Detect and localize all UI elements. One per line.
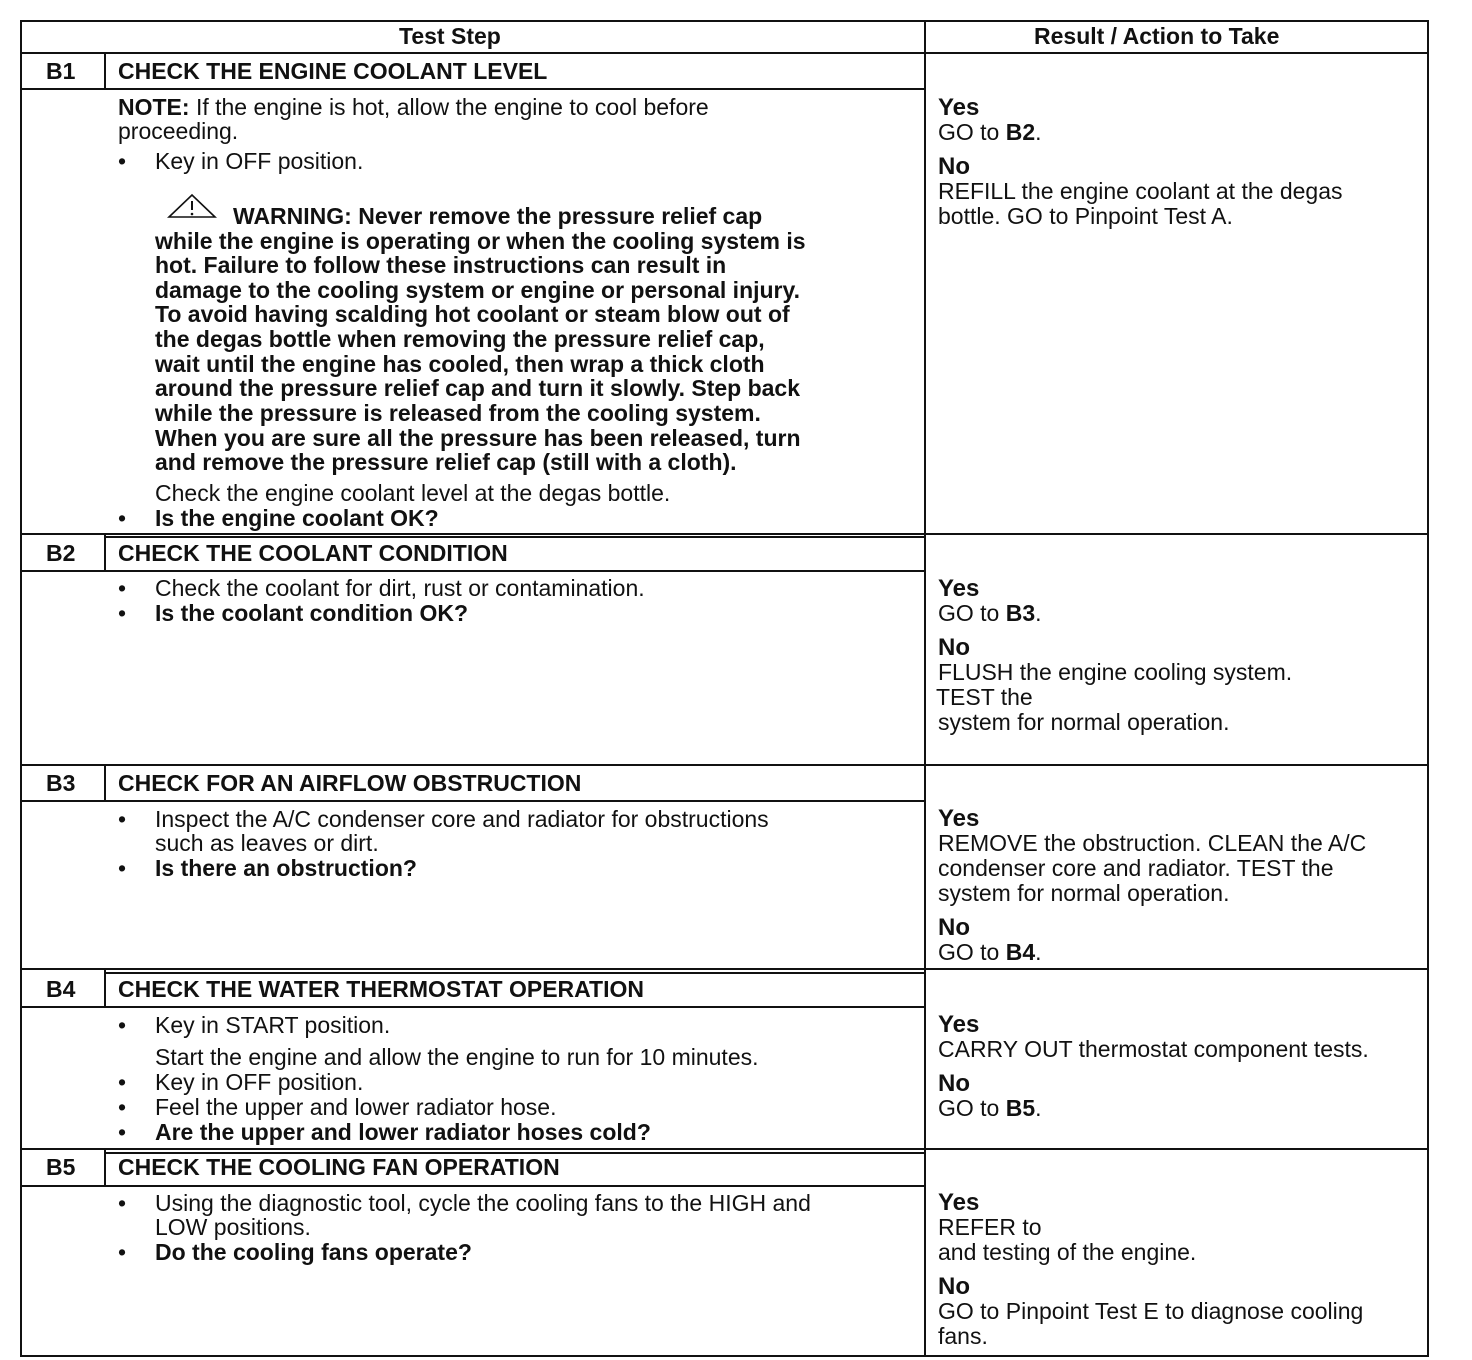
grid-line: [104, 535, 106, 571]
step-text: Check the engine coolant level at the degas bottle.: [155, 480, 671, 506]
no-label: No: [938, 153, 970, 180]
grid-line: [20, 1185, 926, 1187]
bullet: •: [118, 600, 127, 626]
step-item: such as leaves or dirt.: [155, 830, 379, 856]
warning-line: while the engine is operating or when the cooling system is: [155, 228, 806, 254]
yes-label: Yes: [938, 1011, 980, 1038]
header-result-action: Result / Action to Take: [1034, 23, 1280, 49]
bullet: •: [118, 1094, 127, 1120]
grid-line: [20, 968, 1429, 970]
result-b4: [938, 1012, 1369, 1121]
result-yes-text: GO to B3.: [938, 600, 1042, 626]
step-ref: B5: [1005, 1095, 1036, 1121]
result-yes-text: CARRY OUT thermostat component tests.: [938, 1036, 1369, 1062]
no-label: No: [938, 1273, 970, 1300]
no-label: No: [938, 914, 970, 941]
bullet: •: [118, 505, 127, 531]
grid-line: [20, 1355, 1429, 1357]
bullet: •: [118, 575, 127, 601]
step-text: Start the engine and allow the engine to run for 10 minutes.: [155, 1044, 759, 1070]
warning-line: To avoid having scalding hot coolant or steam blow out of: [155, 301, 790, 327]
grid-line: [20, 52, 1429, 54]
warning-triangle-icon: [167, 193, 217, 219]
warning-line: damage to the cooling system or engine or personal injury.: [155, 277, 800, 303]
result-yes-text: REMOVE the obstruction. CLEAN the A/C: [938, 830, 1367, 856]
step-question: Are the upper and lower radiator hoses cold?: [155, 1119, 651, 1145]
result-no-text: GO to B5.: [938, 1095, 1042, 1121]
warning-line: wait until the engine has cooled, then wrap a thick cloth: [155, 351, 765, 377]
result-b5: [938, 1190, 1363, 1349]
yes-label: Yes: [938, 805, 980, 832]
result-no-text: GO to Pinpoint Test E to diagnose cooling: [938, 1298, 1364, 1324]
result-no-text: FLUSH the engine cooling system.: [938, 659, 1293, 685]
result-no-text: REFILL the engine coolant at the degas: [938, 178, 1343, 204]
step-ref: B4: [1005, 939, 1036, 965]
warning-line: and remove the pressure relief cap (still with a cloth).: [155, 449, 737, 475]
result-no-text: system for normal operation.: [938, 709, 1230, 735]
step-id: B2: [46, 540, 76, 566]
warning-line: hot. Failure to follow these instructions can result in: [155, 252, 727, 278]
result-yes-text: GO to B2.: [938, 119, 1042, 145]
grid-line: [20, 764, 1429, 766]
step-id: B1: [46, 58, 76, 84]
step-item: Inspect the A/C condenser core and radiator for obstructions: [155, 806, 769, 832]
step-title: CHECK THE WATER THERMOSTAT OPERATION: [118, 976, 645, 1002]
bullet: •: [118, 1119, 127, 1145]
result-no-text: GO to B4.: [938, 939, 1042, 965]
result-yes-text: REFER to: [938, 1214, 1042, 1240]
bullet: •: [118, 1239, 127, 1265]
step-title: CHECK THE COOLING FAN OPERATION: [118, 1154, 560, 1180]
yes-label: Yes: [938, 94, 980, 121]
grid-line: [104, 1150, 106, 1186]
yes-label: Yes: [938, 1189, 980, 1216]
bullet: •: [118, 806, 127, 832]
step-question: Is the engine coolant OK?: [155, 505, 439, 531]
result-b1: [938, 95, 1343, 229]
step-id: B3: [46, 770, 76, 796]
note-label: NOTE:: [118, 94, 190, 120]
step-title: CHECK THE ENGINE COOLANT LEVEL: [118, 58, 548, 84]
step-title: CHECK THE COOLANT CONDITION: [118, 540, 508, 566]
warning-line: WARNING: Never remove the pressure relief cap: [233, 203, 763, 229]
grid-line: [104, 536, 926, 538]
no-label: No: [938, 634, 970, 661]
grid-line: [104, 972, 926, 974]
warning-line: around the pressure relief cap and turn it slowly. Step back: [155, 375, 801, 401]
bullet: •: [118, 1190, 127, 1216]
grid-line: [20, 570, 926, 572]
step-question: Do the cooling fans operate?: [155, 1239, 472, 1265]
result-yes-text: condenser core and radiator. TEST the: [938, 855, 1334, 881]
step-ref: B3: [1005, 600, 1036, 626]
bullet: •: [118, 1069, 127, 1095]
warning-line: the degas bottle when removing the pressure relief cap,: [155, 326, 765, 352]
result-b3: [938, 806, 1366, 965]
note-line: If the engine is hot, allow the engine to cool before: [189, 94, 709, 120]
step-item: Using the diagnostic tool, cycle the cooling fans to the HIGH and: [155, 1190, 811, 1216]
header-test-step: Test Step: [399, 23, 501, 49]
step-item: Key in START position.: [155, 1012, 391, 1038]
no-label: No: [938, 1070, 970, 1097]
warning-line: while the pressure is released from the cooling system.: [155, 400, 761, 426]
step-title: CHECK FOR AN AIRFLOW OBSTRUCTION: [118, 770, 582, 796]
grid-line: [104, 766, 106, 801]
step-item: Check the coolant for dirt, rust or contamination.: [155, 575, 645, 601]
step-id: B5: [46, 1154, 76, 1180]
result-b2: [938, 576, 1292, 735]
grid-line: [20, 20, 1429, 22]
grid-line: [1427, 20, 1429, 1357]
step-item: Key in OFF position.: [155, 1069, 364, 1095]
result-yes-text: system for normal operation.: [938, 880, 1230, 906]
result-no-text: bottle. GO to Pinpoint Test A.: [938, 203, 1233, 229]
grid-line: [20, 1006, 926, 1008]
step-id: B4: [46, 976, 76, 1002]
yes-label: Yes: [938, 575, 980, 602]
result-yes-text: and testing of the engine.: [938, 1239, 1197, 1265]
grid-line: [20, 20, 22, 1357]
step-question: Is the coolant condition OK?: [155, 600, 469, 626]
warning-line: When you are sure all the pressure has been released, turn: [155, 425, 801, 451]
grid-line: [20, 800, 926, 802]
result-no-text: fans.: [938, 1323, 988, 1349]
step-item: LOW positions.: [155, 1214, 311, 1240]
step-ref: B2: [1005, 119, 1036, 145]
step-question: Is there an obstruction?: [155, 855, 417, 881]
grid-line: [104, 54, 106, 89]
grid-line: [924, 20, 926, 1357]
step-item: Key in OFF position.: [155, 148, 364, 174]
bullet: •: [118, 1012, 127, 1038]
grid-line: [20, 533, 1429, 535]
note-line: proceeding.: [118, 118, 239, 144]
grid-line: [104, 970, 106, 1007]
step-item: Feel the upper and lower radiator hose.: [155, 1094, 557, 1120]
grid-line: [20, 88, 926, 90]
bullet: •: [118, 855, 127, 881]
bullet: •: [118, 148, 127, 174]
result-no-text: TEST the: [936, 684, 1033, 710]
grid-line: [20, 1148, 1429, 1150]
note-text: [118, 95, 709, 120]
